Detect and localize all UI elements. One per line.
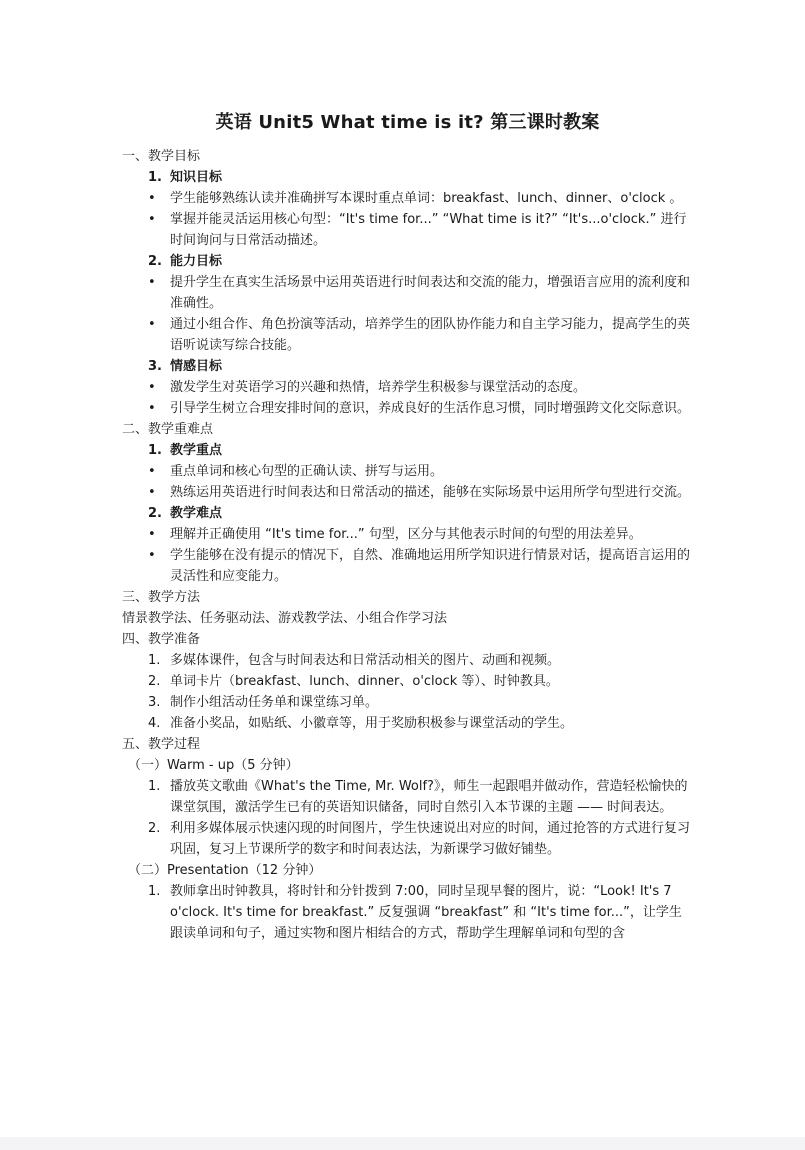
list-number: 3. bbox=[148, 695, 161, 710]
bullet-text: 学生能够在没有提示的情况下，自然、准确地运用所学知识进行情景对话，提高语言运用的灵活性和应变能力。 bbox=[170, 548, 691, 584]
bullet-text: 引导学生树立合理安排时间的意识，养成良好的生活作息习惯，同时增强跨文化交际意识。 bbox=[170, 401, 691, 416]
bullet-icon: • bbox=[148, 527, 156, 542]
section-heading: 一、教学目标 bbox=[122, 149, 201, 164]
bullet-item bbox=[122, 377, 693, 398]
list-number: 2. bbox=[148, 821, 161, 836]
bullet-item bbox=[122, 398, 693, 419]
list-number: 4. bbox=[148, 716, 161, 731]
numbered-item bbox=[122, 692, 693, 713]
bullet-icon: • bbox=[148, 548, 156, 563]
bullet-icon: • bbox=[148, 401, 156, 416]
list-number: 1. bbox=[148, 443, 162, 458]
bullet-text: 提升学生在真实生活场景中运用英语进行时间表达和交流的能力，增强语言应用的流利度和准确性。 bbox=[170, 275, 691, 311]
section-heading: 二、教学重难点 bbox=[122, 422, 214, 437]
item-text: 利用多媒体展示快速闪现的时间图片，学生快速说出对应的时间，通过抢答的方式进行复习巩固，复习上节课所学的数字和时间表达法，为新课学习做好铺垫。 bbox=[170, 821, 691, 857]
section-heading: 四、教学准备 bbox=[122, 632, 201, 647]
subsection-heading bbox=[122, 356, 693, 377]
section-heading: 三、教学方法 bbox=[122, 590, 201, 605]
list-number: 1. bbox=[148, 779, 161, 794]
numbered-item bbox=[122, 713, 693, 734]
item-text: 制作小组活动任务单和课堂练习单。 bbox=[170, 695, 379, 710]
bullet-item bbox=[122, 314, 693, 356]
paragraph: 情景教学法、任务驱动法、游戏教学法、小组合作学习法 bbox=[122, 611, 448, 626]
subsection-heading bbox=[122, 167, 693, 188]
bullet-icon: • bbox=[148, 317, 156, 332]
bullet-item bbox=[122, 545, 693, 587]
bullet-text: 激发学生对英语学习的兴趣和热情，培养学生积极参与课堂活动的态度。 bbox=[170, 380, 587, 395]
bullet-item bbox=[122, 188, 693, 209]
bullet-icon: • bbox=[148, 485, 156, 500]
bullet-icon: • bbox=[148, 464, 156, 479]
bullet-icon: • bbox=[148, 380, 156, 395]
item-text: 多媒体课件，包含与时间表达和日常活动相关的图片、动画和视频。 bbox=[170, 653, 561, 668]
numbered-item bbox=[122, 650, 693, 671]
subsection-heading: （一）Warm - up（5 分钟） bbox=[128, 758, 299, 773]
bullet-text: 通过小组合作、角色扮演等活动，培养学生的团队协作能力和自主学习能力，提高学生的英语听说读写综合技能。 bbox=[170, 317, 691, 353]
bullet-item bbox=[122, 209, 693, 251]
list-number: 1. bbox=[148, 653, 161, 668]
bullet-item bbox=[122, 272, 693, 314]
subsection-heading bbox=[122, 251, 693, 272]
item-text: 播放英文歌曲《What's the Time, Mr. Wolf?》，师生一起跟唱并做动作，营造轻松愉快的课堂氛围，激活学生已有的英语知识储备，同时自然引入本节课的主题 —— 时间表达。 bbox=[170, 779, 688, 815]
bullet-text: 重点单词和核心句型的正确认读、拼写与运用。 bbox=[170, 464, 444, 479]
numbered-item bbox=[122, 881, 693, 944]
numbered-item bbox=[122, 671, 693, 692]
document-title: 英语 Unit5 What time is it? 第三课时教案 bbox=[215, 112, 600, 133]
bullet-text: 熟练运用英语进行时间表达和日常活动的描述，能够在实际场景中运用所学句型进行交流。 bbox=[170, 485, 691, 500]
bullet-text: 掌握并能灵活运用核心句型：“It's time for...” “What time is it?” “It's...o'clock.” 进行时间询问与日常活动描述。 bbox=[170, 212, 687, 248]
bullet-item bbox=[122, 482, 693, 503]
list-number: 1. bbox=[148, 884, 161, 899]
bullet-icon: • bbox=[148, 191, 156, 206]
numbered-item bbox=[122, 776, 693, 818]
subsection-title: 情感目标 bbox=[170, 359, 223, 374]
list-number: 3. bbox=[148, 359, 162, 374]
subsection-heading bbox=[122, 440, 693, 461]
bullet-text: 理解并正确使用 “It's time for...” 句型，区分与其他表示时间的句型的用法差异。 bbox=[170, 527, 642, 542]
bullet-icon: • bbox=[148, 275, 156, 290]
item-text: 单词卡片（breakfast、lunch、dinner、o'clock 等）、时钟教具。 bbox=[170, 674, 559, 689]
section-heading: 五、教学过程 bbox=[122, 737, 201, 752]
subsection-title: 教学重点 bbox=[170, 443, 223, 458]
subsection-title: 教学难点 bbox=[170, 506, 223, 521]
list-number: 2. bbox=[148, 674, 161, 689]
item-text: 准备小奖品，如贴纸、小徽章等，用于奖励积极参与课堂活动的学生。 bbox=[170, 716, 574, 731]
list-number: 2. bbox=[148, 254, 162, 269]
list-number: 2. bbox=[148, 506, 162, 521]
list-number: 1. bbox=[148, 170, 162, 185]
item-text: 教师拿出时钟教具，将时针和分针拨到 7:00，同时呈现早餐的图片，说：“Look! It's 7 o'clock. It's time for breakfast.” 反复强调 “breakfast” 和 “It's time for...”，让学生跟读单词和句子，通过实物和图片相结合的方式，帮助学生理解单词和句型的含 bbox=[170, 884, 682, 941]
numbered-item bbox=[122, 818, 693, 860]
bullet-icon: • bbox=[148, 212, 156, 227]
subsection-heading bbox=[122, 503, 693, 524]
bullet-item bbox=[122, 524, 693, 545]
subsection-title: 能力目标 bbox=[170, 254, 223, 269]
bullet-text: 学生能够熟练认读并准确拼写本课时重点单词：breakfast、lunch、dinner、o'clock 。 bbox=[170, 191, 683, 206]
subsection-heading: （二）Presentation（12 分钟） bbox=[128, 863, 322, 878]
bullet-item bbox=[122, 461, 693, 482]
subsection-title: 知识目标 bbox=[170, 170, 223, 185]
